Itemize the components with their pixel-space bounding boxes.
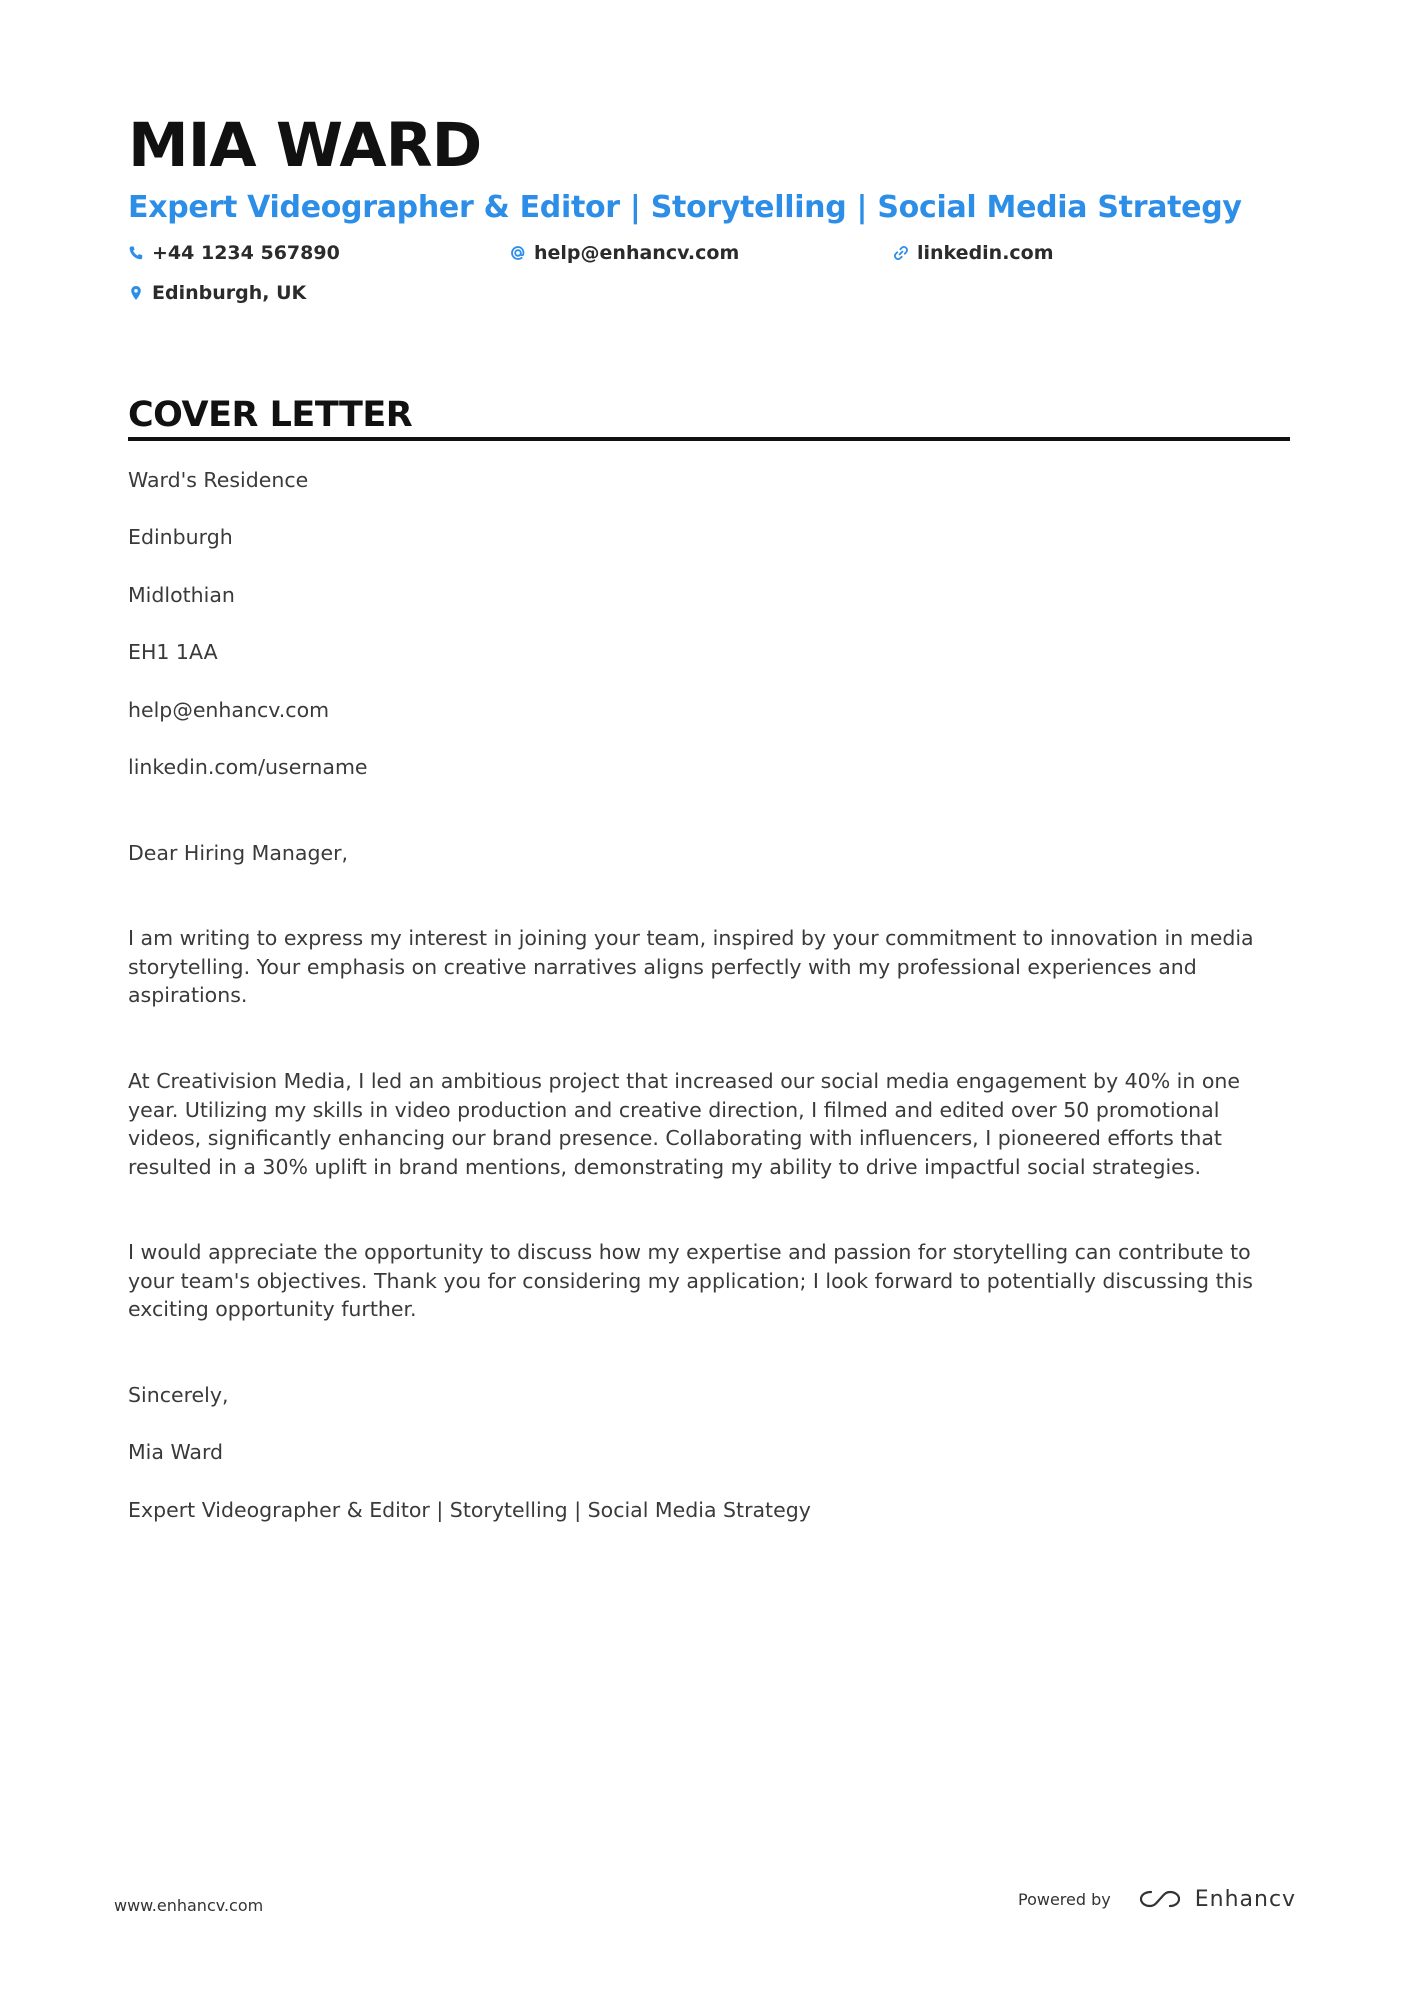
letter-paragraph: At Creativision Media, I led an ambitious project that increased our social media engagement by 40% in one year. Utilizing my skills in video production and creative direction, I filmed and edited over 50 promotional videos, significantly enhancing our brand presence. Collaborating with influencers, I pioneered efforts that resulted in a 30% uplift in brand mentions, demonstrating my ability to drive impactful social strategies. bbox=[128, 1068, 1241, 1179]
address-line: Ward's Residence bbox=[128, 468, 309, 492]
address-line: Edinburgh bbox=[128, 525, 233, 550]
section-title: COVER LETTER bbox=[128, 395, 413, 435]
contact-phone-text: +44 1234 567890 bbox=[152, 242, 340, 264]
at-icon bbox=[510, 245, 526, 261]
enhancv-logo-icon bbox=[1137, 1886, 1183, 1912]
letter-greeting: Dear Hiring Manager, bbox=[128, 840, 349, 865]
powered-by-label: Powered by bbox=[1018, 1889, 1111, 1909]
contact-link-text: linkedin.com bbox=[917, 242, 1054, 264]
address-line: Midlothian bbox=[128, 582, 235, 607]
signature-title: Expert Videographer & Editor | Storytelling | Social Media Strategy bbox=[128, 1497, 811, 1522]
letter-closing: Sincerely, bbox=[128, 1383, 229, 1408]
letter-body bbox=[128, 466, 1290, 1524]
footer-branding bbox=[1018, 1886, 1296, 1912]
contact-phone bbox=[128, 242, 340, 264]
letter-paragraph: I am writing to express my interest in joining your team, inspired by your commitment to innovation in media storytelling. Your emphasis on creative narratives aligns perfectly with my professional experiences and aspirations. bbox=[128, 926, 1254, 1008]
contact-email-text: help@enhancv.com bbox=[534, 242, 740, 264]
footer-website[interactable]: www.enhancv.com bbox=[114, 1896, 264, 1915]
candidate-name: MIA WARD bbox=[128, 110, 482, 181]
candidate-headline: Expert Videographer & Editor | Storytelling | Social Media Strategy bbox=[128, 190, 1242, 225]
address-line: EH1 1AA bbox=[128, 640, 218, 665]
phone-icon bbox=[128, 245, 144, 261]
contact-link bbox=[893, 242, 1054, 264]
letter-paragraph: I would appreciate the opportunity to discuss how my expertise and passion for storytelling can contribute to your team's objectives. Thank you for considering my application; I look forward to potentially discussing this exciting opportunity further. bbox=[128, 1240, 1253, 1322]
address-line: linkedin.com/username bbox=[128, 754, 368, 779]
contact-email bbox=[510, 242, 739, 264]
contact-location-text: Edinburgh, UK bbox=[152, 282, 307, 304]
signature-name: Mia Ward bbox=[128, 1440, 224, 1465]
brand-name: Enhancv bbox=[1194, 1886, 1297, 1912]
address-line: help@enhancv.com bbox=[128, 697, 330, 722]
section-divider bbox=[128, 437, 1290, 441]
contact-location bbox=[128, 282, 306, 304]
location-pin-icon bbox=[128, 285, 144, 301]
link-icon bbox=[893, 245, 909, 261]
